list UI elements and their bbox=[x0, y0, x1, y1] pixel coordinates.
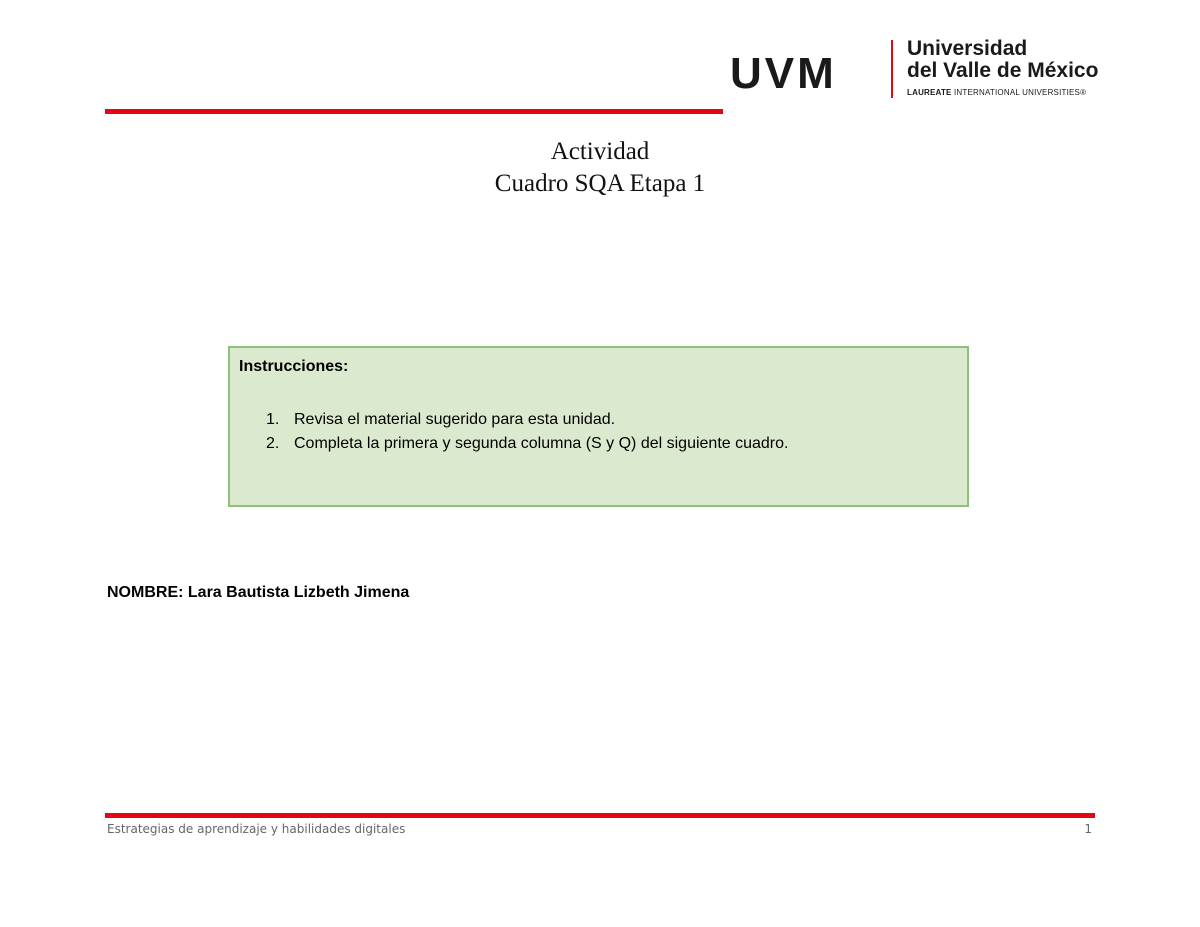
list-item bbox=[266, 408, 788, 432]
instructions-box bbox=[228, 346, 969, 507]
list-item-text: Revisa el material sugerido para esta unidad. bbox=[294, 411, 616, 428]
footer-course-name: Estrategias de aprendizaje y habilidades digitales bbox=[107, 822, 406, 836]
list-item-number: 2. bbox=[266, 435, 280, 452]
student-name-label: NOMBRE: bbox=[107, 584, 184, 601]
student-name-value: Lara Bautista Lizbeth Jimena bbox=[187, 584, 410, 601]
list-item-number: 1. bbox=[266, 411, 280, 428]
logo-name-line2: del Valle de México bbox=[907, 59, 1099, 82]
page-number: 1 bbox=[1084, 822, 1092, 836]
uvm-logo bbox=[730, 38, 1100, 104]
logo-tagline-bold: LAUREATE bbox=[907, 88, 952, 97]
title-line1: Actividad bbox=[550, 138, 650, 165]
logo-university-name bbox=[907, 38, 1098, 82]
list-item-text: Completa la primera y segunda columna (S y Q) del siguiente cuadro. bbox=[294, 435, 789, 452]
footer-red-rule bbox=[105, 813, 1095, 818]
student-name-line bbox=[107, 584, 409, 602]
instructions-heading: Instrucciones: bbox=[239, 358, 349, 375]
instructions-list bbox=[266, 408, 788, 456]
logo-divider bbox=[891, 40, 893, 98]
logo-tagline-rest: INTERNATIONAL UNIVERSITIES® bbox=[951, 88, 1087, 97]
title-line2: Cuadro SQA Etapa 1 bbox=[494, 170, 706, 197]
document-title bbox=[0, 136, 1200, 200]
header-red-rule bbox=[105, 109, 723, 114]
logo-tagline bbox=[907, 88, 1086, 97]
list-item bbox=[266, 432, 788, 456]
logo-mark: UVM bbox=[730, 49, 837, 98]
logo-name-line1: Universidad bbox=[907, 37, 1028, 60]
